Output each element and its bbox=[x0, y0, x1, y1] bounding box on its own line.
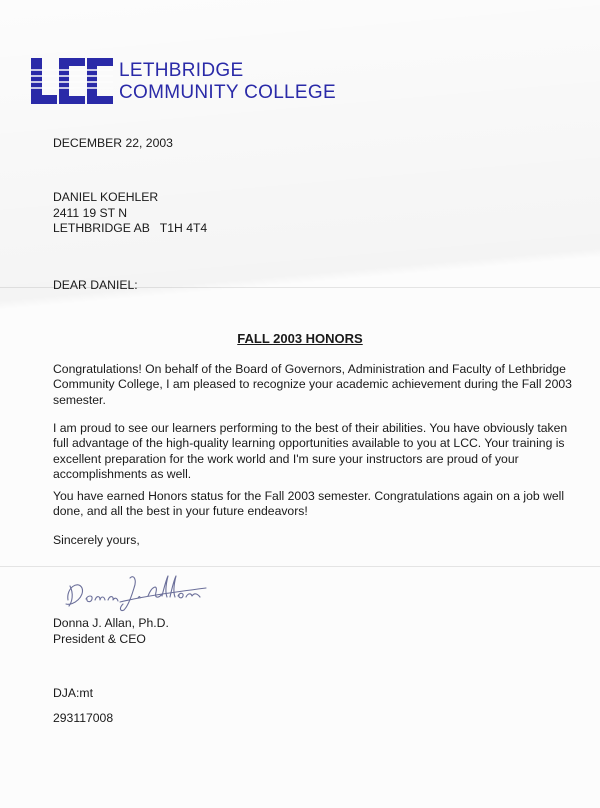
recipient-street: 2411 19 ST N bbox=[53, 205, 128, 220]
handwritten-signature bbox=[60, 566, 210, 614]
college-logo bbox=[31, 58, 336, 108]
signatory-name: Donna J. Allan, Ph.D. bbox=[53, 616, 169, 630]
recipient-name: DANIEL KOEHLER bbox=[53, 190, 159, 204]
subject-text: FALL 2003 HONORS bbox=[237, 331, 363, 346]
reference-number: 293117008 bbox=[53, 711, 114, 725]
subject-heading bbox=[0, 331, 600, 346]
body-paragraph-3: You have earned Honors status for the Fall 2003 semester. Congratulations again on a job well done, and all the best in your future endeavors! bbox=[53, 489, 565, 519]
lcc-logo-icon bbox=[31, 58, 113, 104]
body-paragraph-2: I am proud to see our learners performing to the best of their abilities. You have obviously taken full advantage of the high-quality learning opportunities available to you at LCC. Your training is excellent preparation for the work world and I'm sure your instructors are proud of your accomplishments as well. bbox=[53, 421, 568, 481]
college-name-line1: LETHBRIDGE bbox=[119, 60, 244, 81]
recipient-city: LETHBRIDGE AB T1H 4T4 bbox=[53, 221, 208, 235]
closing: Sincerely yours, bbox=[53, 533, 140, 547]
college-name-line2: COMMUNITY COLLEGE bbox=[119, 82, 336, 103]
recipient-address bbox=[53, 190, 207, 237]
college-name bbox=[119, 60, 336, 104]
reference-initials: DJA:mt bbox=[53, 686, 93, 700]
signatory-title: President & CEO bbox=[53, 631, 146, 646]
signatory-block bbox=[53, 616, 169, 647]
salutation: DEAR DANIEL: bbox=[53, 278, 138, 292]
body-paragraph-1: Congratulations! On behalf of the Board of Governors, Administration and Faculty of Lethbridge Community College, I am pleased to recognize your academic achievement during the Fall 2003 semester. bbox=[53, 362, 572, 407]
letter-date: DECEMBER 22, 2003 bbox=[53, 136, 173, 150]
